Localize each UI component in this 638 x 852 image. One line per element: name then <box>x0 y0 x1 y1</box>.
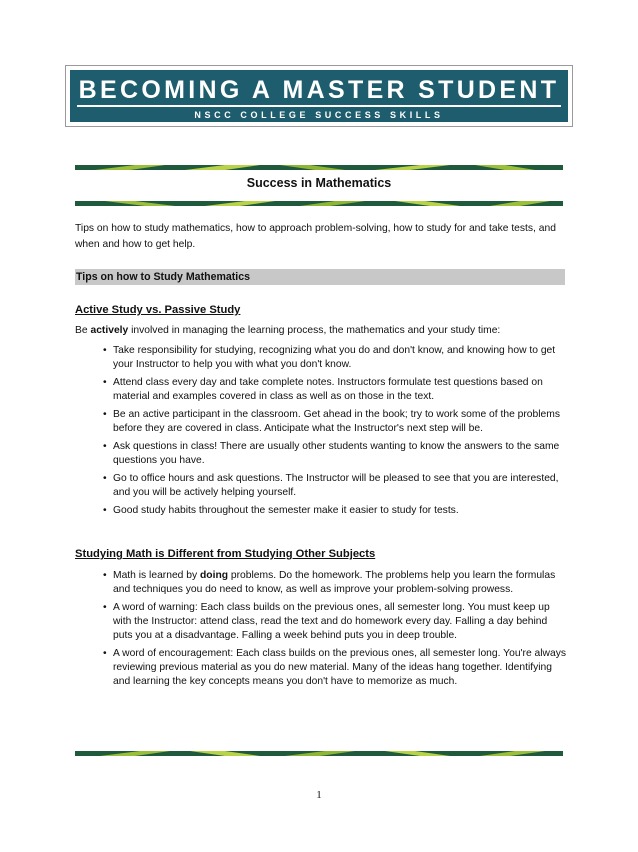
tips-heading: Tips on how to Study Mathematics <box>75 269 565 285</box>
list-item: • A word of encouragement: Each class builds on the previous ones, all semester long. You're always reviewing previous material as you do new material. Many of the ideas hang together. Identifying and learning the key concepts means you don't have to memorize as much. <box>103 648 567 687</box>
banner-subtitle: NSCC COLLEGE SUCCESS SKILLS <box>194 110 444 120</box>
active-study-list <box>92 344 566 522</box>
list-item: • Good study habits throughout the semester make it easier to study for tests. <box>103 505 459 516</box>
list-item: • Ask questions in class! There are usually other students wanting to know the answers to the same questions you have. <box>103 441 560 466</box>
header-banner-frame <box>65 65 573 127</box>
emphasis-actively: actively <box>90 325 129 336</box>
list-item: • A word of warning: Each class builds on the previous ones, all semester long. You must keep up with the Instructor: attend class, read the text and do homework every day. Falling a day behind puts you at a disadvantage. Falling a week behind puts you in deep trouble. <box>103 602 550 641</box>
decorative-stripe-bottom <box>75 751 563 756</box>
banner-title: BECOMING A MASTER STUDENT <box>77 76 562 107</box>
section-title: Success in Mathematics <box>246 176 392 190</box>
header-banner <box>70 70 568 122</box>
different-heading: Studying Math is Different from Studying Other Subjects <box>75 548 376 560</box>
list-item: • Be an active participant in the classroom. Get ahead in the book; try to work some of the problems before they are covered in class. Anticipate what the Instructor's next step will be. <box>103 409 560 434</box>
list-item: • Attend class every day and take complete notes. Instructors formulate test questions based on material and examples covered in class as well as on those in the text. <box>103 377 543 402</box>
active-study-lead: Be actively involved in managing the learning process, the mathematics and your study time: <box>75 325 501 336</box>
list-item: • Take responsibility for studying, recognizing what you do and don't know, and knowing how to get your Instructor to help you with what you don't know. <box>103 345 556 370</box>
emphasis-doing: doing <box>200 570 229 581</box>
different-list <box>92 569 566 693</box>
list-item: • Math is learned by doing problems. Do the homework. The problems help you learn the formulas and techniques you do need to know, as well as improve your problem-solving prowess. <box>103 570 556 595</box>
intro-paragraph: Tips on how to study mathematics, how to approach problem-solving, how to study for and take tests, and when and how to get help. <box>75 223 556 250</box>
active-study-heading: Active Study vs. Passive Study <box>75 304 241 316</box>
decorative-stripe-mid <box>75 201 563 206</box>
list-item: • Go to office hours and ask questions. The Instructor will be pleased to see that you are interested, and you will be actively helping yourself. <box>103 473 559 498</box>
page-number: 1 <box>316 789 322 801</box>
decorative-stripe-top <box>75 165 563 170</box>
